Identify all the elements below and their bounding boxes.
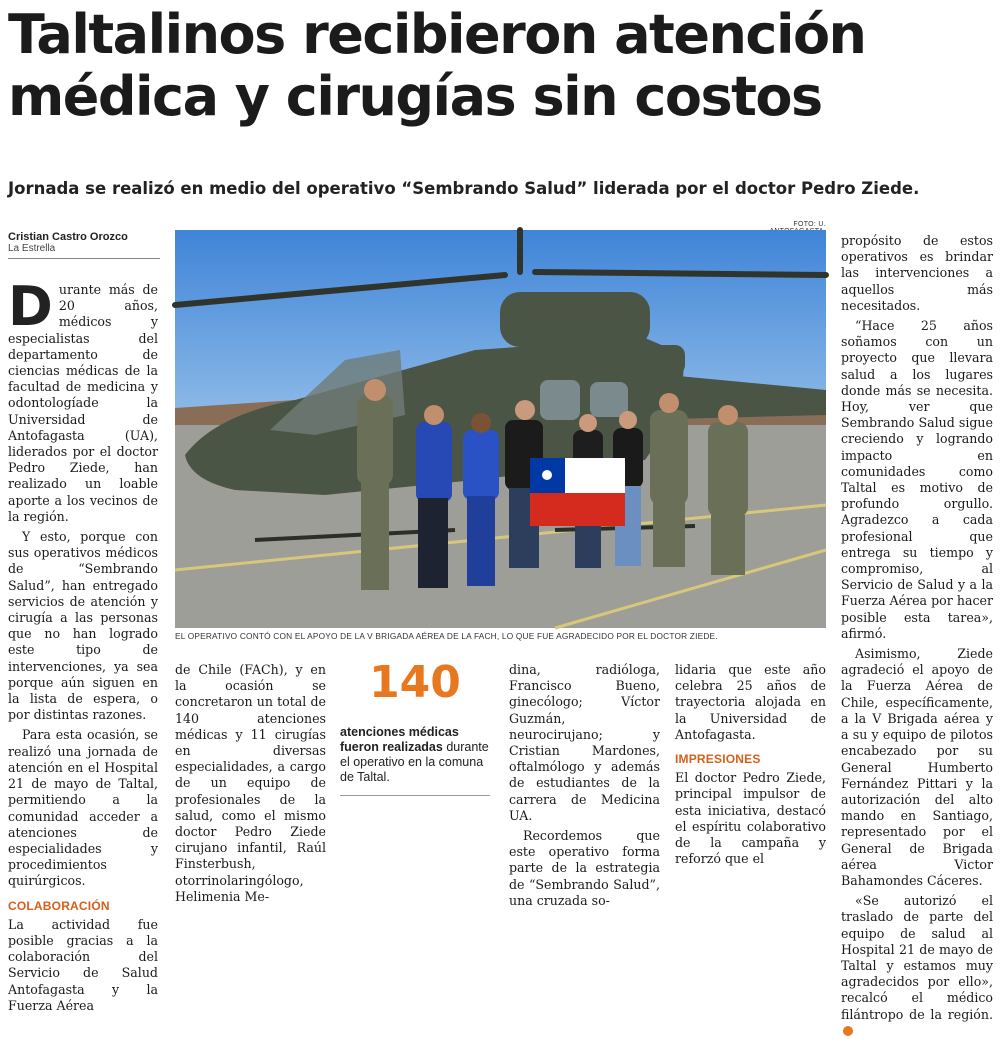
article-paragraph: «Se autorizó el traslado de parte del equipo de salud al Hospital 21 de mayo de Taltal y estamos muy agradecidos por ello», recalcó el médico filántropo de la región.: [841, 893, 993, 1039]
byline-author: Cristian Castro Orozco: [8, 231, 128, 243]
article-paragraph: Y esto, porque con sus operativos médicos de “Sembrando Salud”, han entregado servicios de atención y cirugía a las personas que no han logrado este tipo de intervenciones, ya sea porque aún siguen en la lista de espera, o por distintas razones.: [8, 529, 158, 723]
byline-publication: La Estrella: [8, 243, 56, 254]
article-column-2: [175, 662, 326, 909]
photo-credit: FOTO: U.: [793, 221, 826, 228]
article-paragraph: dina, radióloga, Francisco Bueno, ginecólogo; Víctor Guzmán, neurocirujano; y Cristian Mardones, oftalmólogo y además de estudiantes de la carrera de Medicina UA.: [509, 662, 660, 823]
helicopter-photo-illustration: [175, 230, 826, 628]
subheadline: Jornada se realizó en medio del operativo “Sembrando Salud” liderada por el doctor Pedro Ziede.: [8, 179, 920, 198]
article-paragraph: Asimismo, Ziede agradeció el apoyo de la Fuerza Aérea de Chile, específicamente, a la V Brigada aérea y a su y equipo de pilotos encabezado por su General Humberto Fernández Pittari y la autorización del alto mando en Santiago, representado por el General de Brigada aérea Victor Bahamondes Cáceres.: [841, 646, 993, 888]
article-paragraph: El doctor Pedro Ziede, principal impulsor de esta iniciativa, destacó el espíritu colaborativo de la campaña y reforzó que el: [675, 770, 826, 867]
article-column-4: [675, 662, 826, 871]
stat-number: 140: [369, 657, 461, 708]
stat-divider: [340, 795, 490, 796]
article-paragraph: Para esta ocasión, se realizó una jornada de atención en el Hospital 21 de mayo de Taltal, permitiendo a la comunidad acceder a atenciones de especialidades y procedimientos quirúrgicos.: [8, 727, 158, 889]
chilean-flag-illustration: [530, 458, 625, 526]
article-column-1: [8, 275, 158, 1018]
article-paragraph: La actividad fue posible gracias a la colaboración del Servicio de Salud Antofagasta y la Fuerza Aérea: [8, 916, 158, 1013]
article-photo: [175, 230, 826, 628]
byline: [8, 231, 158, 254]
photo-caption: EL OPERATIVO CONTÓ CON EL APOYO DE LA V BRIGADA AÉREA DE LA FACH, LO QUE FUE AGRADECIDO POR EL DOCTOR ZIEDE.: [175, 631, 718, 641]
byline-divider: [8, 258, 160, 259]
stat-rest-text: durante el operativo en la comuna de Taltal.: [340, 740, 489, 784]
article-paragraph: lidaria que este año celebra 25 años de trayectoria alojada en la Universidad de Antofagasta.: [675, 662, 826, 742]
headline: Taltalinos recibieron atención médica y cirugías sin costos: [8, 3, 866, 128]
end-of-article-icon: [843, 1026, 853, 1036]
section-heading-impresiones: IMPRESIONES: [675, 752, 761, 767]
stat-bold-text: atenciones médicas fueron realizadas: [340, 725, 459, 754]
article-paragraph: de Chile (FACh), y en la ocasión se concretaron un total de 140 atenciones médicas y 11 cirugías en diversas especialidades, a cargo de un equipo de profesionales de la salud, como el mismo doctor Pedro Ziede cirujano infantil, Raúl Finsterbush, otorrinolaringólogo, Helimenia Me-: [175, 662, 326, 904]
article-paragraph: Durante más de 20 años, médicos y especialistas del departamento de ciencias médicas de la facultad de medicina y odontologíade la Universidad de Antofagasta (UA), liderados por el doctor Pedro Ziede, han realizado un loable aporte a los vecinos de la región.: [8, 275, 158, 524]
article-column-3: [509, 662, 660, 913]
stat-description: [340, 725, 490, 785]
section-heading-colaboracion: COLABORACIÓN: [8, 898, 110, 913]
article-column-5: [841, 233, 993, 1043]
drop-cap: D: [8, 275, 53, 338]
article-paragraph: propósito de estos operativos es brindar las intervenciones a aquellos más necesitados.: [841, 233, 993, 313]
article-paragraph: “Hace 25 años soñamos con un proyecto que llevara salud a los lugares donde más se necesita. Hoy, ver que Sembrando Salud sigue creciendo y logrando impacto en comunidades como Taltal es motivo de profundo orgullo. Agradezco a cada profesional que entrega su tiempo y compromiso, al Servicio de Salud y a la Fuerza Aérea por hacer posible esta tarea», afirmó.: [841, 318, 993, 641]
article-paragraph: Recordemos que este operativo forma parte de la estrategia de “Sembrando Salud”, una cruzada so-: [509, 828, 660, 908]
